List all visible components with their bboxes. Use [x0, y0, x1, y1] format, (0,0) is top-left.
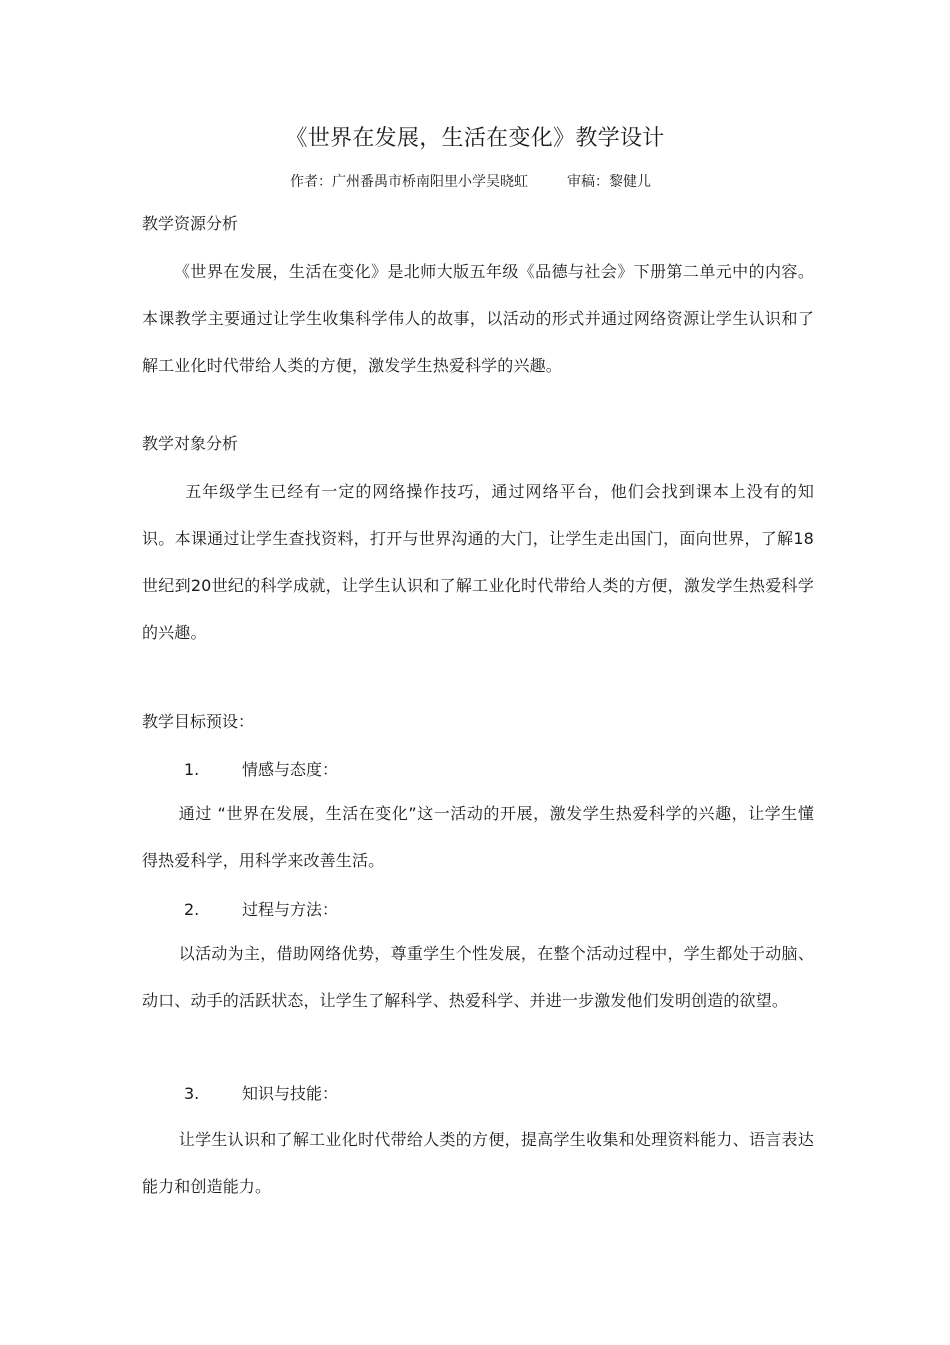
goal-number: 1.	[184, 760, 200, 779]
goal-paragraph-1: 通过 “世界在发展，生活在变化”这一活动的开展，激发学生热爱科学的兴趣，让学生懂得热爱科学，用科学来改善生活。	[142, 804, 814, 870]
document-title: 《世界在发展，生活在变化》教学设计	[285, 126, 665, 151]
section-heading-resource: 教学资源分析	[142, 214, 239, 233]
section-heading-goals: 教学目标预设：	[142, 712, 255, 731]
goal-number: 2.	[184, 900, 200, 919]
section-heading-audience: 教学对象分析	[142, 434, 239, 453]
goal-paragraph-2: 以活动为主，借助网络优势，尊重学生个性发展，在整个活动过程中，学生都处于动脑、动口、动手的活跃状态，让学生了解科学、热爱科学、并进一步激发他们发明创造的欲望。	[142, 944, 814, 1010]
goal-label: 过程与方法：	[242, 900, 339, 919]
author-credit: 作者：广州番禺市桥南阳里小学吴晓虹	[290, 174, 528, 190]
goal-paragraph-3: 让学生认识和了解工业化时代带给人类的方便，提高学生收集和处理资料能力、语言表达能力和创造能力。	[142, 1130, 814, 1196]
goal-label: 情感与态度：	[242, 760, 339, 779]
section-paragraph-audience: 五年级学生已经有一定的网络操作技巧，通过网络平台，他们会找到课本上没有的知识。本课通过让学生查找资料，打开与世界沟通的大门，让学生走出国门，面向世界，了解18世纪到20世纪的科学成就，让学生认识和了解工业化时代带给人类的方便，激发学生热爱科学的兴趣。	[142, 482, 814, 642]
goal-number: 3.	[184, 1084, 200, 1103]
section-paragraph-resource: 《世界在发展，生活在变化》是北师大版五年级《品德与社会》下册第二单元中的内容。本课教学主要通过让学生收集科学伟人的故事，以活动的形式并通过网络资源让学生认识和了解工业化时代带给人类的方便，激发学生热爱科学的兴趣。	[142, 262, 814, 375]
goal-label: 知识与技能：	[242, 1084, 339, 1103]
reviewer-credit: 审稿：黎健儿	[567, 174, 651, 190]
